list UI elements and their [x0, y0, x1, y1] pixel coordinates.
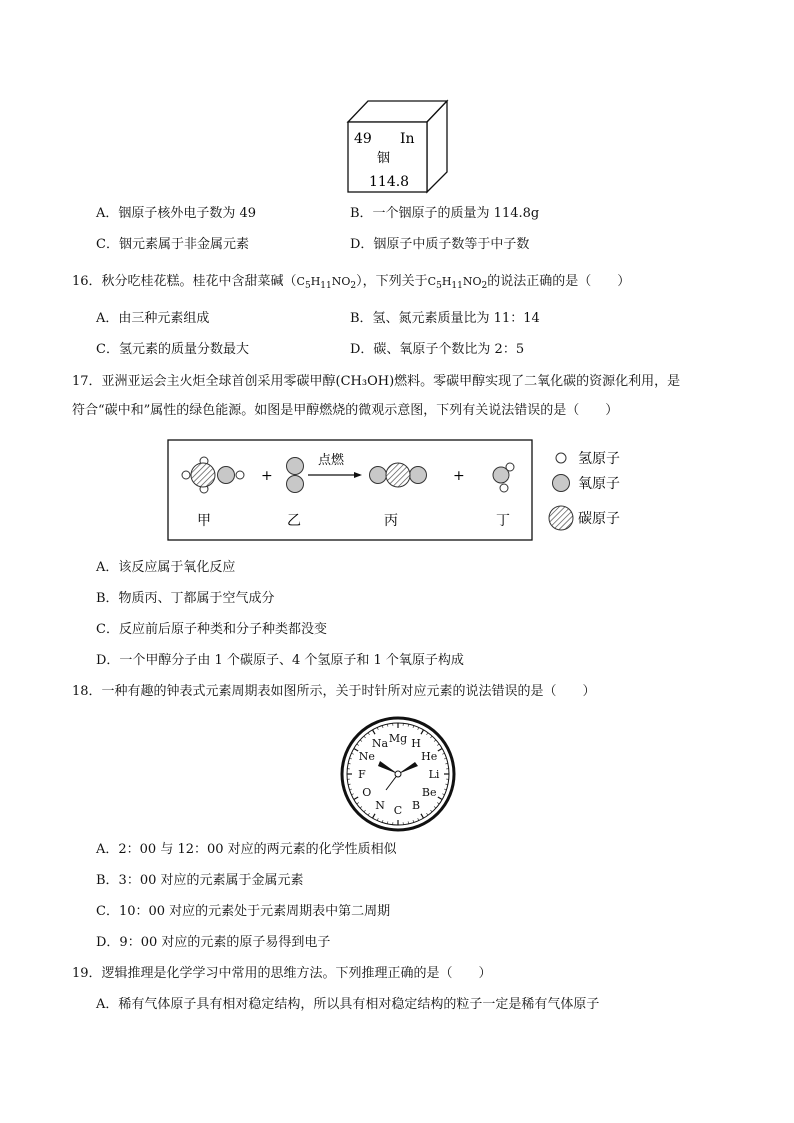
q17-option-c: C．反应前后原子种类和分子种类都没变 — [96, 622, 327, 637]
label-jia: 甲 — [197, 513, 211, 529]
q16-formula-2: $C_5H_{11}NO_2$ — [427, 275, 488, 291]
q16-option-a: A．由三种元素组成 — [96, 311, 210, 326]
q16-formula-1: $C_5H_{11}NO_2$ — [296, 275, 357, 291]
q18-option-a: A．2：00 与 12：00 对应的两元素的化学性质相似 — [96, 842, 397, 857]
q16-option-b: B．氢、氮元素质量比为 11：14 — [350, 311, 540, 326]
legend-carbon-label: 碳原子 — [578, 511, 620, 527]
label-bing: 丙 — [384, 513, 398, 529]
clock-periodic-table — [338, 714, 458, 834]
q17-option-d: D．一个甲醇分子由 1 个碳原子、4 个氢原子和 1 个氧原子构成 — [96, 653, 464, 668]
q17-option-a: A．该反应属于氧化反应 — [96, 560, 236, 575]
q19-option-a: A．稀有气体原子具有相对稳定结构，所以具有相对稳定结构的粒子一定是稀有气体原子 — [96, 997, 600, 1012]
q17-option-b: B．物质丙、丁都属于空气成分 — [96, 591, 275, 606]
clock-element-label: N — [375, 799, 385, 813]
carbon-dioxide-molecule — [370, 463, 427, 487]
clock-element-label: H — [411, 736, 421, 750]
label-ding: 丁 — [496, 513, 510, 529]
q18-option-c: C．10：00 对应的元素处于元素周期表中第二周期 — [96, 904, 391, 919]
q15-option-b: B．一个铟原子的质量为 114.8g — [350, 206, 540, 221]
q15-option-c: C．铟元素属于非金属元素 — [96, 237, 249, 252]
plus-sign-1: + — [261, 468, 273, 484]
clock-element-label: He — [421, 750, 438, 763]
q16-stem-part2: ），下列关于 — [356, 274, 428, 289]
q18-option-d: D．9：00 对应的元素的原子易得到电子 — [96, 935, 331, 950]
legend-oxygen-label: 氧原子 — [578, 476, 620, 492]
clock-element-label: C — [393, 804, 403, 817]
clock-element-label: Na — [371, 736, 389, 750]
legend-hydrogen-label: 氢原子 — [578, 451, 620, 467]
clock-element-label: Mg — [388, 732, 408, 745]
element-card-figure — [340, 98, 450, 196]
q16-stem — [72, 273, 630, 295]
clock-element-label: B — [411, 799, 421, 813]
q15-option-d: D．铟原子中质子数等于中子数 — [350, 237, 530, 252]
q16-stem-part1: 16．秋分吃桂花糕。桂花中含甜菜碱（ — [72, 274, 297, 289]
legend — [549, 451, 620, 530]
q16-option-d: D．碳、氧原子个数比为 2：5 — [350, 342, 525, 357]
q16-option-c: C．氢元素的质量分数最大 — [96, 342, 249, 357]
diagram-frame — [168, 440, 532, 540]
element-name: 铟 — [377, 151, 391, 166]
q19-stem: 19．逻辑推理是化学学习中常用的思维方法。下列推理正确的是（ ） — [72, 966, 492, 981]
q17-stem-line1: 17．亚洲亚运会主火炬全球首创采用零碳甲醇(CH₃OH)燃料。零碳甲醇实现了二氧化碳的资源化利用，是 — [72, 374, 681, 389]
clock-element-label: F — [358, 768, 366, 781]
q17-stem-line2: 符合“碳中和”属性的绿色能源。如图是甲醇燃烧的微观示意图，下列有关说法错误的是（ ） — [72, 403, 619, 418]
clock-element-label: O — [362, 786, 372, 799]
q18-stem: 18．一种有趣的钟表式元素周期表如图所示，关于时针所对应元素的说法错误的是（ ） — [72, 684, 596, 699]
methanol-combustion-diagram — [160, 436, 640, 546]
q16-stem-part3: 的说法正确的是（ ） — [487, 274, 631, 289]
element-number: 49 — [354, 131, 372, 147]
element-symbol: In — [400, 131, 415, 147]
reaction-condition: 点燃 — [318, 453, 345, 468]
clock-element-label: Li — [428, 768, 440, 781]
label-yi: 乙 — [287, 513, 301, 529]
clock-element-label: Be — [421, 786, 437, 799]
plus-sign-2: + — [453, 468, 465, 484]
q15-option-a: A．铟原子核外电子数为 49 — [96, 206, 257, 221]
q18-option-b: B．3：00 对应的元素属于金属元素 — [96, 873, 304, 888]
clock-element-label: Ne — [358, 750, 375, 763]
element-mass: 114.8 — [369, 174, 410, 190]
